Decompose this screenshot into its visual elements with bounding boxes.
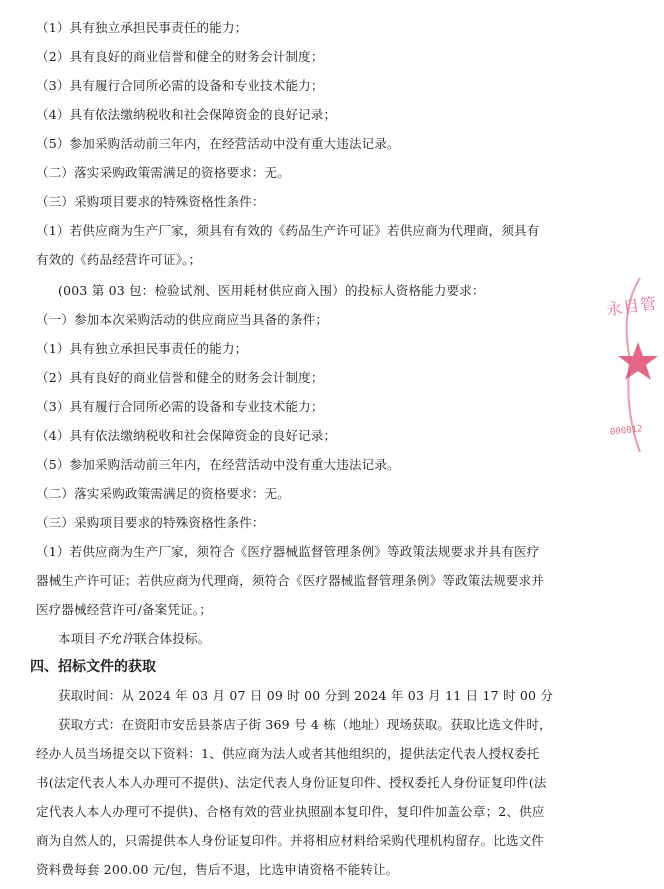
text-line: （1）具有独立承担民事责任的能力；	[36, 20, 248, 35]
text-line: 获取方式：在资阳市安岳县茶店子街 369 号 4 栋（地址）现场获取。获取比选文件时，	[58, 717, 552, 732]
text-line: （3）具有履行合同所必需的设备和专业技术能力；	[36, 399, 324, 414]
text-line: （三）采购项目要求的特殊资格性条件：	[36, 515, 265, 530]
text-line: 资料费每套 200.00 元/包，售后不退，比选申请资格不能转让。	[36, 862, 399, 877]
text-line: 定代表人本人办理可不提供)、合格有效的营业执照副本复印件，复印件加盖公章；2、供应	[36, 804, 545, 819]
consortium-suffix: 联合体投标。	[134, 631, 211, 646]
text-line: （4）具有依法缴纳税收和社会保障资金的良好记录；	[36, 428, 337, 443]
text-line: 商为自然人的，只需提供本人身份证复印件。并将相应材料给采购代理机构留存。比选文件	[36, 833, 545, 848]
text-line: 医疗器械经营许可/备案凭证。；	[36, 602, 212, 617]
text-line: （二）落实采购政策需满足的资格要求：无。	[36, 165, 291, 180]
text-line: 书(法定代表人本人办理可不提供)、法定代表人身份证复印件、授权委托人身份证复印件(法	[36, 775, 547, 790]
official-seal-fragment	[600, 270, 664, 460]
text-line: （3）具有履行合同所必需的设备和专业技术能力；	[36, 78, 324, 93]
consortium-line	[58, 631, 210, 647]
text-line: （5）参加采购活动前三年内，在经营活动中没有重大违法记录。	[36, 136, 400, 151]
text-line: （三）采购项目要求的特殊资格性条件：	[36, 194, 265, 209]
text-line: （2）具有良好的商业信誉和健全的财务会计制度；	[36, 49, 324, 64]
acquisition-time: 获取时间：从 2024 年 03 月 07 日 09 时 00 分到 2024 年 03 月 11 日 17 时 00 分	[58, 688, 554, 703]
text-line: （2）具有良好的商业信誉和健全的财务会计制度；	[36, 370, 324, 385]
consortium-prefix: 本项目	[58, 631, 97, 646]
text-line: （一）参加本次采购活动的供应商应当具备的条件；	[36, 312, 329, 327]
seal-number: 000012	[609, 424, 643, 438]
section-heading: 四、招标文件的获取	[30, 659, 156, 675]
text-line: (003 第 03 包：检验试剂、医用耗材供应商入围）的投标人资格能力要求：	[58, 283, 485, 298]
text-line: （5）参加采购活动前三年内，在经营活动中没有重大违法记录。	[36, 457, 400, 472]
text-line: （4）具有依法缴纳税收和社会保障资金的良好记录；	[36, 107, 337, 122]
text-line: 经办人员当场提交以下资料：1、供应商为法人或者其他组织的，提供法定代表人授权委托	[36, 746, 540, 761]
consortium-emphasis: 不允许	[96, 631, 135, 646]
text-line: （1）若供应商为生产厂家，须符合《医疗器械监督管理条例》等政策法规要求并具有医疗	[36, 544, 540, 559]
text-line: 有效的《药品经营许可证》。；	[36, 252, 202, 267]
seal-text: 永目管	[605, 293, 659, 320]
text-line: 器械生产许可证；若供应商为代理商，须符合《医疗器械监督管理条例》等政策法规要求并	[36, 573, 545, 588]
text-line: （1）若供应商为生产厂家，须具有有效的《药品生产许可证》若供应商为代理商，须具有	[36, 223, 540, 238]
text-line: （1）具有独立承担民事责任的能力；	[36, 341, 248, 356]
seal-star-icon	[618, 342, 658, 380]
text-line: （二）落实采购政策需满足的资格要求：无。	[36, 486, 291, 501]
